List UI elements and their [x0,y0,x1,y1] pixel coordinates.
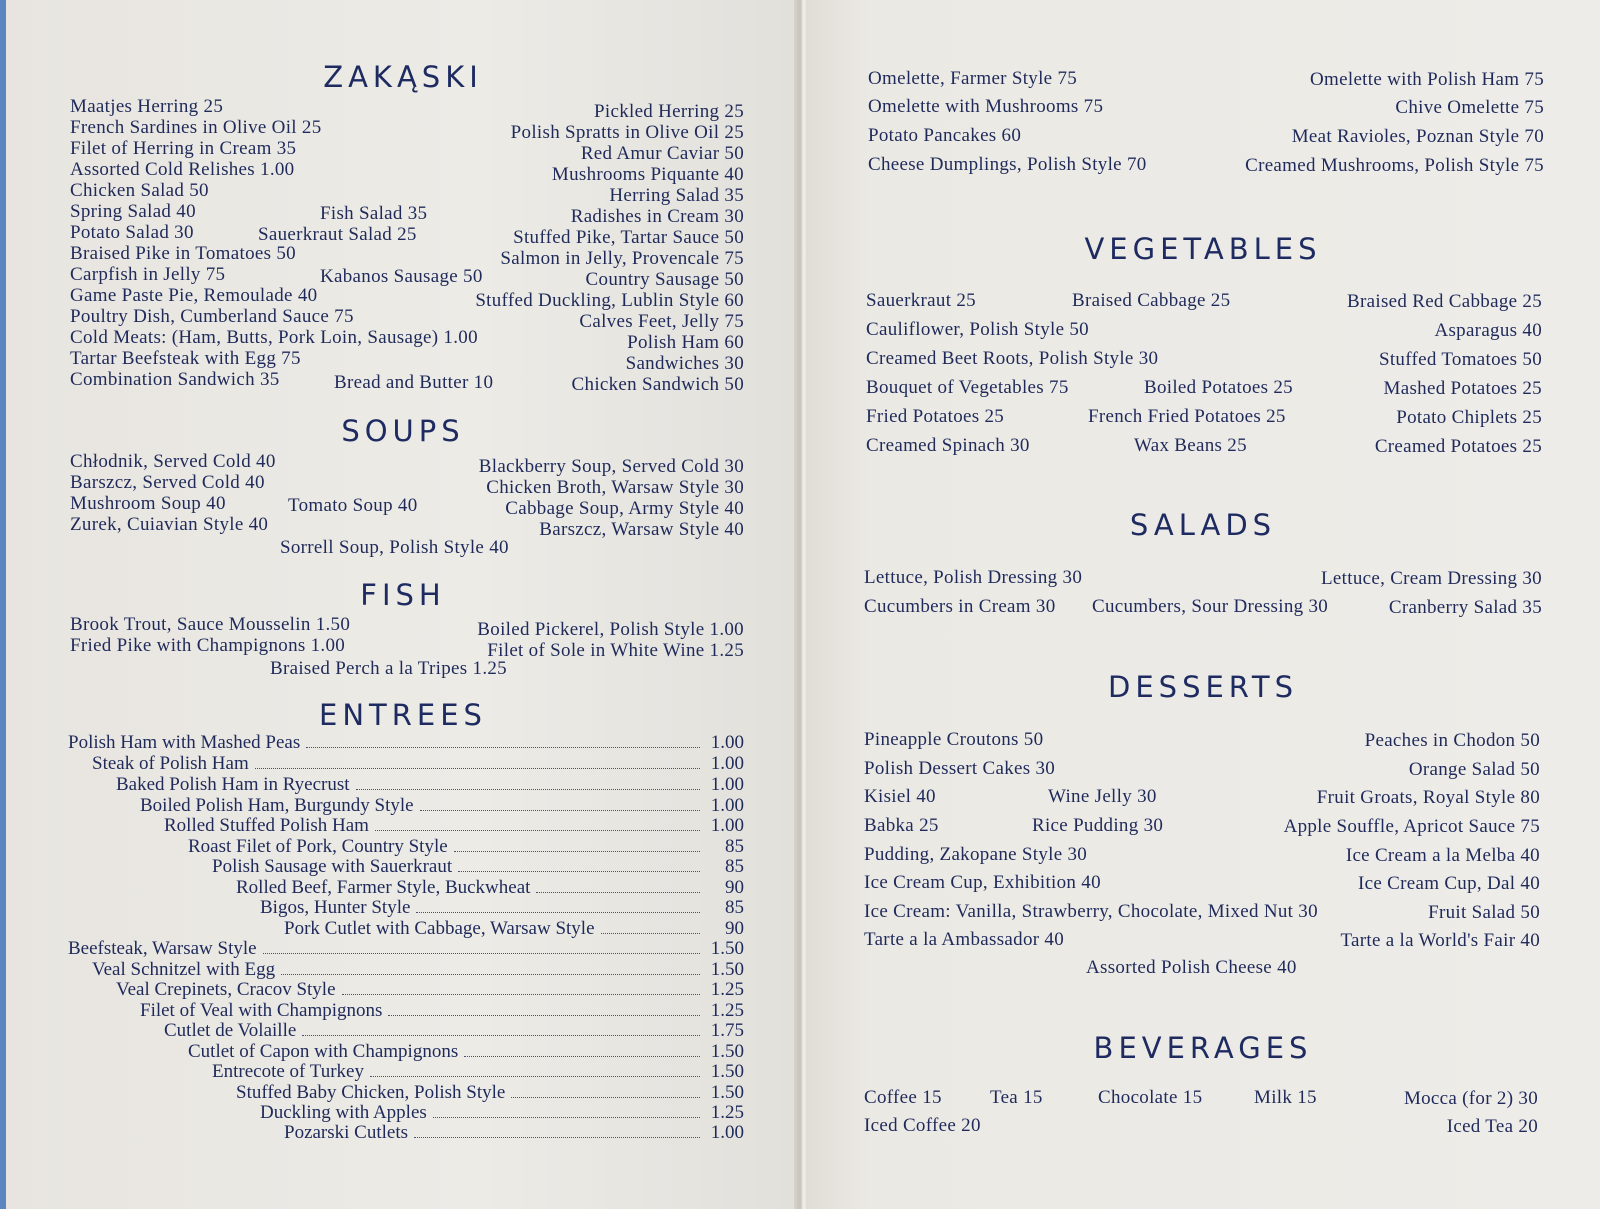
entree-name: Beefsteak, Warsaw Style [68,938,257,959]
entree-row [284,1122,744,1143]
menu-item: Chłodnik, Served Cold 40 [70,451,276,472]
entree-name: Duckling with Apples [260,1102,427,1123]
menu-item: Pudding, Zakopane Style 30 [864,844,1088,865]
menu-item: Ice Cream Cup, Dal 40 [1358,873,1540,894]
dot-leader [302,1034,700,1036]
menu-item: Tea 15 [990,1087,1043,1108]
menu-item: Cold Meats: (Ham, Butts, Pork Loin, Sausage) 1.00 [70,327,478,348]
entree-row [92,753,744,774]
entree-name: Roast Filet of Pork, Country Style [188,836,448,857]
menu-item: Sauerkraut Salad 25 [258,224,417,245]
entree-price: 85 [725,836,744,857]
entree-row [164,815,744,836]
menu-item: Mocca (for 2) 30 [1403,1088,1538,1109]
menu-item: Tarte a la Ambassador 40 [864,929,1065,950]
menu-item: Chicken Salad 50 [70,180,209,201]
entree-price: 1.00 [710,774,744,795]
menu-item: Fried Pike with Champignons 1.00 [70,635,346,656]
menu-item: Cabbage Soup, Army Style 40 [505,498,744,519]
menu-item: Assorted Cold Relishes 1.00 [70,159,295,180]
menu-item: Mushrooms Piquante 40 [551,164,744,185]
menu-item: Meat Ravioles, Poznan Style 70 [1291,126,1544,147]
entree-row [212,1061,744,1082]
menu-item: Fruit Groats, Royal Style 80 [1316,787,1540,808]
menu-item: Barszcz, Served Cold 40 [70,472,265,493]
entree-price: 1.00 [710,753,744,774]
menu-item: Wine Jelly 30 [1048,786,1157,807]
menu-item: Maatjes Herring 25 [70,96,224,117]
entree-row [188,1041,744,1062]
menu-item: Polish Spratts in Olive Oil 25 [510,122,744,143]
dot-leader [414,1136,700,1138]
menu-item: Creamed Beet Roots, Polish Style 30 [866,348,1159,369]
entree-name: Veal Schnitzel with Egg [92,959,276,980]
dot-leader [601,932,700,934]
entree-row [140,795,744,816]
menu-item: Boiled Pickerel, Polish Style 1.00 [477,619,744,640]
entree-price: 1.00 [710,1122,744,1143]
entree-row [260,897,744,918]
menu-item: Cucumbers, Sour Dressing 30 [1092,596,1329,617]
menu-item: French Fried Potatoes 25 [1088,406,1286,427]
entree-name: Baked Polish Ham in Ryecrust [116,774,350,795]
menu-item: Radishes in Cream 30 [570,206,744,227]
menu-item: Blackberry Soup, Served Cold 30 [478,456,744,477]
menu-item: Braised Red Cabbage 25 [1347,291,1542,312]
entree-price: 85 [725,856,744,877]
dot-leader [375,829,700,831]
menu-item: Mushroom Soup 40 [70,493,226,514]
menu-item: Tartar Beefsteak with Egg 75 [70,348,301,369]
menu-item: Country Sausage 50 [585,269,744,290]
entree-name: Stuffed Baby Chicken, Polish Style [236,1082,506,1103]
entree-row [164,1020,744,1041]
entree-row [116,774,744,795]
entree-name: Pozarski Cutlets [284,1122,409,1143]
menu-item: Sorrell Soup, Polish Style 40 [280,537,509,558]
menu-item: Ice Cream: Vanilla, Strawberry, Chocolate, Mixed Nut 30 [864,901,1318,922]
entree-name: Veal Crepinets, Cracov Style [116,979,336,1000]
menu-item: Kisiel 40 [864,786,936,807]
section-title-fish: FISH [360,578,446,612]
menu-item: Carpfish in Jelly 75 [70,264,226,285]
menu-item: Babka 25 [864,815,939,836]
section-title-beverages: BEVERAGES [1093,1031,1313,1065]
entree-name: Cutlet of Capon with Champignons [188,1041,459,1062]
menu-item: Braised Pike in Tomatoes 50 [70,243,296,264]
menu-item: Sandwiches 30 [625,353,744,374]
menu-item: Iced Tea 20 [1446,1116,1538,1137]
menu-item: Creamed Spinach 30 [866,435,1030,456]
menu-item: Stuffed Tomatoes 50 [1378,349,1542,370]
menu-item: Lettuce, Polish Dressing 30 [864,567,1083,588]
entree-price: 1.50 [710,1061,744,1082]
entree-price: 90 [725,918,744,939]
menu-item: Potato Pancakes 60 [868,125,1022,146]
entree-name: Pork Cutlet with Cabbage, Warsaw Style [284,918,595,939]
menu-item: Kabanos Sausage 50 [320,266,483,287]
entree-name: Boiled Polish Ham, Burgundy Style [140,795,414,816]
menu-item: Creamed Mushrooms, Polish Style 75 [1245,155,1544,176]
menu-item: Tarte a la World's Fair 40 [1340,930,1540,951]
menu-item: Braised Cabbage 25 [1072,290,1231,311]
menu-item: Filet of Sole in White Wine 1.25 [487,640,744,661]
menu-item: Fried Potatoes 25 [866,406,1005,427]
entree-price: 1.00 [710,815,744,836]
menu-item: Chive Omelette 75 [1395,97,1544,118]
entree-price: 1.75 [710,1020,744,1041]
menu-item: Stuffed Duckling, Lublin Style 60 [475,290,744,311]
entree-row [116,979,744,1000]
entree-price: 1.50 [710,1041,744,1062]
menu-item: Creamed Potatoes 25 [1374,436,1542,457]
menu-item: Fruit Salad 50 [1428,902,1540,923]
menu-item: Bread and Butter 10 [334,372,494,393]
menu-item: Stuffed Pike, Tartar Sauce 50 [513,227,744,248]
menu-item: Filet of Herring in Cream 35 [70,138,297,159]
entree-row [92,959,744,980]
menu-item: Sauerkraut 25 [866,290,976,311]
dot-leader [536,891,700,893]
entree-name: Rolled Beef, Farmer Style, Buckwheat [236,877,531,898]
menu-item: Barszcz, Warsaw Style 40 [539,519,744,540]
section-title-zakaski: ZAKĄSKI [323,60,483,94]
entree-price: 1.25 [710,1000,744,1021]
entree-price: 1.50 [710,1082,744,1103]
menu-item: Combination Sandwich 35 [70,369,280,390]
entree-row [236,1082,744,1103]
entree-price: 1.00 [710,795,744,816]
entree-row [188,836,744,857]
entree-name: Polish Ham with Mashed Peas [68,732,301,753]
menu-item: Coffee 15 [864,1087,942,1108]
menu-item: Assorted Polish Cheese 40 [1086,957,1297,978]
entree-price: 1.50 [710,938,744,959]
menu-item: Milk 15 [1254,1087,1317,1108]
menu-item: Fish Salad 35 [320,203,428,224]
menu-item: Cranberry Salad 35 [1388,597,1542,618]
entree-name: Entrecote of Turkey [212,1061,364,1082]
menu-item: Potato Chiplets 25 [1396,407,1542,428]
section-title-entrees: ENTREES [319,698,487,732]
section-title-soups: SOUPS [341,414,465,448]
section-title-desserts: DESSERTS [1108,670,1298,704]
entree-row [212,856,744,877]
entree-name: Cutlet de Volaille [164,1020,297,1041]
dot-leader [458,870,700,872]
dot-leader [416,911,700,913]
menu-item: Poultry Dish, Cumberland Sauce 75 [70,306,354,327]
entree-name: Rolled Stuffed Polish Ham [164,815,369,836]
menu-item: Salmon in Jelly, Provencale 75 [500,248,744,269]
dot-leader [464,1055,700,1057]
dot-leader [370,1075,700,1077]
entree-row [140,1000,744,1021]
menu-item: Chicken Broth, Warsaw Style 30 [486,477,744,498]
entree-row [284,918,744,939]
menu-item: Red Amur Caviar 50 [580,143,744,164]
menu-item: Apple Souffle, Apricot Sauce 75 [1283,816,1540,837]
menu-item: Spring Salad 40 [70,201,196,222]
entree-row [260,1102,744,1123]
menu-item: Calves Feet, Jelly 75 [579,311,744,332]
menu-item: Braised Perch a la Tripes 1.25 [270,658,507,679]
menu-item: Wax Beans 25 [1134,435,1247,456]
menu-item: French Sardines in Olive Oil 25 [70,117,322,138]
menu-item: Polish Dessert Cakes 30 [864,758,1056,779]
dot-leader [306,746,700,748]
menu-item: Cucumbers in Cream 30 [864,596,1056,617]
dot-leader [281,973,700,975]
entree-price: 1.00 [710,732,744,753]
dot-leader [420,809,700,811]
menu-item: Zurek, Cuiavian Style 40 [70,514,269,535]
section-title-vegetables: VEGETABLES [1084,232,1322,266]
menu-item: Iced Coffee 20 [864,1115,981,1136]
menu-item: Pickled Herring 25 [594,101,744,122]
menu-item: Asparagus 40 [1434,320,1542,341]
entree-name: Bigos, Hunter Style [260,897,411,918]
menu-item: Chicken Sandwich 50 [571,374,744,395]
dot-leader [356,788,700,790]
menu-item: Orange Salad 50 [1408,759,1540,780]
entree-price: 1.25 [710,1102,744,1123]
menu-item: Potato Salad 30 [70,222,194,243]
dot-leader [511,1096,700,1098]
menu-item: Ice Cream Cup, Exhibition 40 [864,872,1101,893]
menu-item: Cheese Dumplings, Polish Style 70 [868,154,1147,175]
menu-item: Brook Trout, Sauce Mousselin 1.50 [70,614,351,635]
menu-item: Tomato Soup 40 [288,495,418,516]
dot-leader [388,1014,700,1016]
menu-item: Lettuce, Cream Dressing 30 [1321,568,1542,589]
entree-price: 1.25 [710,979,744,1000]
section-title-salads: SALADS [1129,508,1277,542]
menu-item: Ice Cream a la Melba 40 [1345,845,1540,866]
dot-leader [342,993,700,995]
entree-price: 1.50 [710,959,744,980]
entree-price: 90 [725,877,744,898]
menu-item: Pineapple Croutons 50 [864,729,1044,750]
entree-row [68,938,744,959]
entree-name: Filet of Veal with Champignons [140,1000,383,1021]
dot-leader [454,850,700,852]
menu-item: Game Paste Pie, Remoulade 40 [70,285,318,306]
dot-leader [263,952,700,954]
left-page [0,0,798,1209]
menu-item: Chocolate 15 [1098,1087,1203,1108]
entree-price: 85 [725,897,744,918]
menu-item: Omelette with Polish Ham 75 [1310,69,1544,90]
dot-leader [255,767,700,769]
menu-item: Boiled Potatoes 25 [1144,377,1293,398]
menu-item: Omelette, Farmer Style 75 [868,68,1078,89]
entree-name: Polish Sausage with Sauerkraut [212,856,453,877]
dot-leader [433,1116,700,1118]
menu-item: Mashed Potatoes 25 [1383,378,1542,399]
entree-name: Steak of Polish Ham [92,753,249,774]
menu-item: Herring Salad 35 [609,185,744,206]
entree-row [68,732,744,753]
menu-item: Rice Pudding 30 [1032,815,1164,836]
right-page [806,0,1600,1209]
menu-item: Bouquet of Vegetables 75 [866,377,1069,398]
menu-item: Omelette with Mushrooms 75 [868,96,1104,117]
menu-item: Cauliflower, Polish Style 50 [866,319,1089,340]
menu-item: Peaches in Chodon 50 [1364,730,1540,751]
menu-item: Polish Ham 60 [627,332,744,353]
entree-row [236,877,744,898]
